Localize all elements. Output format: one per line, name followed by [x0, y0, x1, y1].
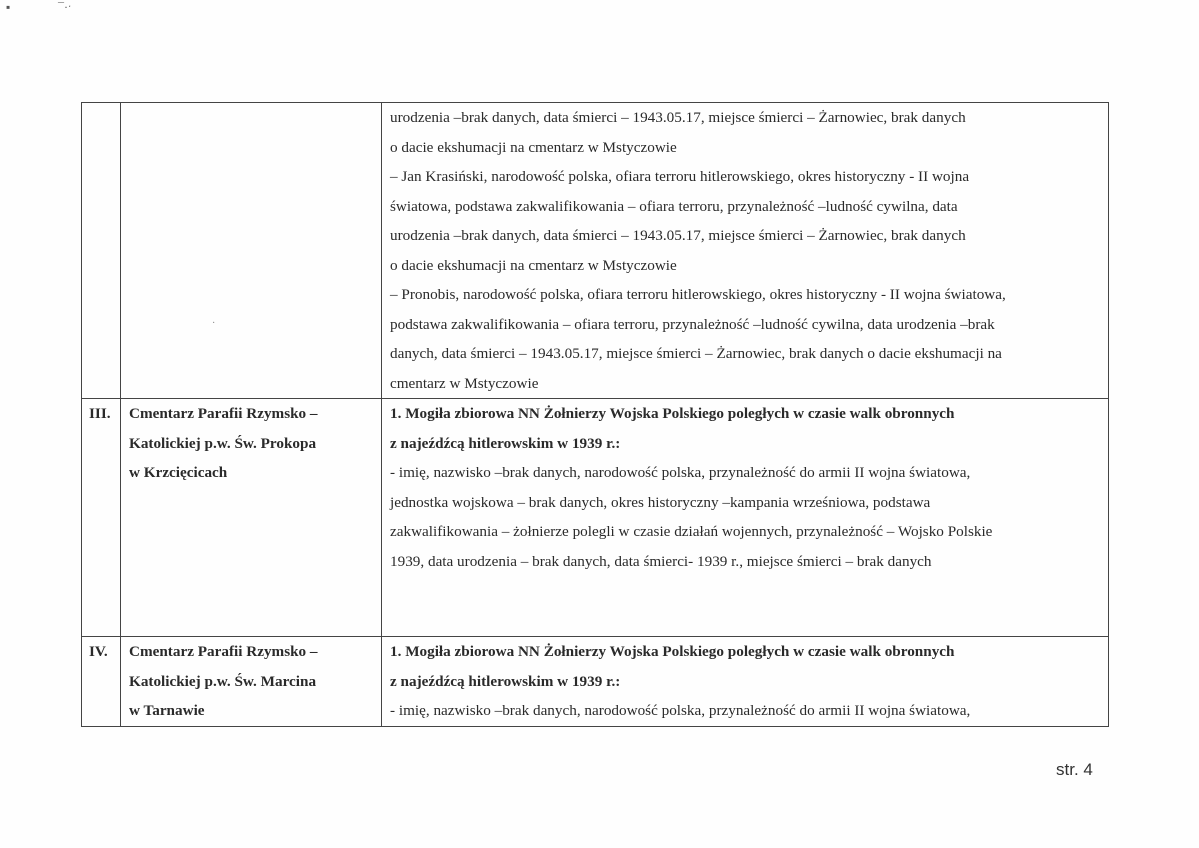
description-line: – Jan Krasiński, narodowość polska, ofiara terroru hitlerowskiego, okres historyczny - II wojna [390, 168, 970, 185]
grave-description [382, 103, 1109, 399]
cemetery-name-line: Katolickiej p.w. Św. Prokopa [129, 434, 317, 452]
grave-heading-line: z najeźdźcą hitlerowskim w 1939 r.: [390, 434, 621, 452]
description-line: 1939, data urodzenia – brak danych, data śmierci- 1939 r., miejsce śmierci – brak danych [390, 552, 932, 570]
description-line: o dacie ekshumacji na cmentarz w Mstyczowie [390, 256, 677, 274]
description-line: urodzenia –brak danych, data śmierci – 1943.05.17, miejsce śmierci – Żarnowiec, brak danych [390, 227, 966, 244]
cemetery-name-line: Katolickiej p.w. Św. Marcina [129, 672, 317, 690]
grave-heading-line: z najeźdźcą hitlerowskim w 1939 r.: [390, 672, 621, 690]
cemetery-name-line: Cmentarz Parafii Rzymsko – [129, 643, 318, 660]
description-line: danych, data śmierci – 1943.05.17, miejsce śmierci – Żarnowiec, brak danych o dacie ekshumacji na [390, 345, 1002, 362]
table-row [82, 103, 1109, 399]
cemetery-name-line: w Krzcięcicach [129, 464, 228, 481]
scan-artifact: ¯·ˑ [58, 0, 72, 14]
cemetery-table [81, 102, 1109, 727]
grave-description [382, 637, 1109, 727]
description-line: urodzenia –brak danych, data śmierci – 1943.05.17, miejsce śmierci – Żarnowiec, brak danych [390, 109, 966, 126]
grave-heading-line: 1. Mogiła zbiorowa NN Żołnierzy Wojska Polskiego poległych w czasie walk obronnych [390, 643, 955, 660]
description-line: – Pronobis, narodowość polska, ofiara terroru hitlerowskiego, okres historyczny - II wojna światowa, [390, 286, 1006, 303]
grave-heading-line: 1. Mogiła zbiorowa NN Żołnierzy Wojska Polskiego poległych w czasie walk obronnych [390, 405, 955, 422]
grave-description [382, 399, 1109, 637]
cemetery-name [121, 103, 382, 399]
page-number: str. 4 [1056, 760, 1093, 779]
scan-dot: · [212, 318, 216, 329]
description-line: światowa, podstawa zakwalifikowania – ofiara terroru, przynależność –ludność cywilna, data [390, 197, 958, 215]
description-line: o dacie ekshumacji na cmentarz w Mstyczowie [390, 138, 677, 156]
description-line: podstawa zakwalifikowania – ofiara terroru, przynależność –ludność cywilna, data urodzenia –brak [390, 315, 995, 333]
description-line: jednostka wojskowa – brak danych, okres historyczny –kampania wrześniowa, podstawa [390, 493, 931, 511]
cemetery-name [121, 637, 382, 727]
table-row [82, 399, 1109, 637]
description-line: - imię, nazwisko –brak danych, narodowość polska, przynależność do armii II wojna światowa, [390, 702, 971, 719]
description-line: zakwalifikowania – żołnierze polegli w czasie działań wojennych, przynależność – Wojsko Polskie [390, 523, 993, 540]
description-line: cmentarz w Mstyczowie [390, 374, 539, 392]
cemetery-name [121, 399, 382, 637]
scan-artifact: ▪ [6, 0, 11, 14]
cemetery-name-line: w Tarnawie [129, 702, 205, 719]
table-row [82, 637, 1109, 727]
description-line: - imię, nazwisko –brak danych, narodowość polska, przynależność do armii II wojna światowa, [390, 464, 971, 481]
row-number: IV. [82, 637, 121, 727]
row-number [82, 103, 121, 399]
cemetery-name-line: Cmentarz Parafii Rzymsko – [129, 405, 318, 422]
row-number: III. [82, 399, 121, 637]
